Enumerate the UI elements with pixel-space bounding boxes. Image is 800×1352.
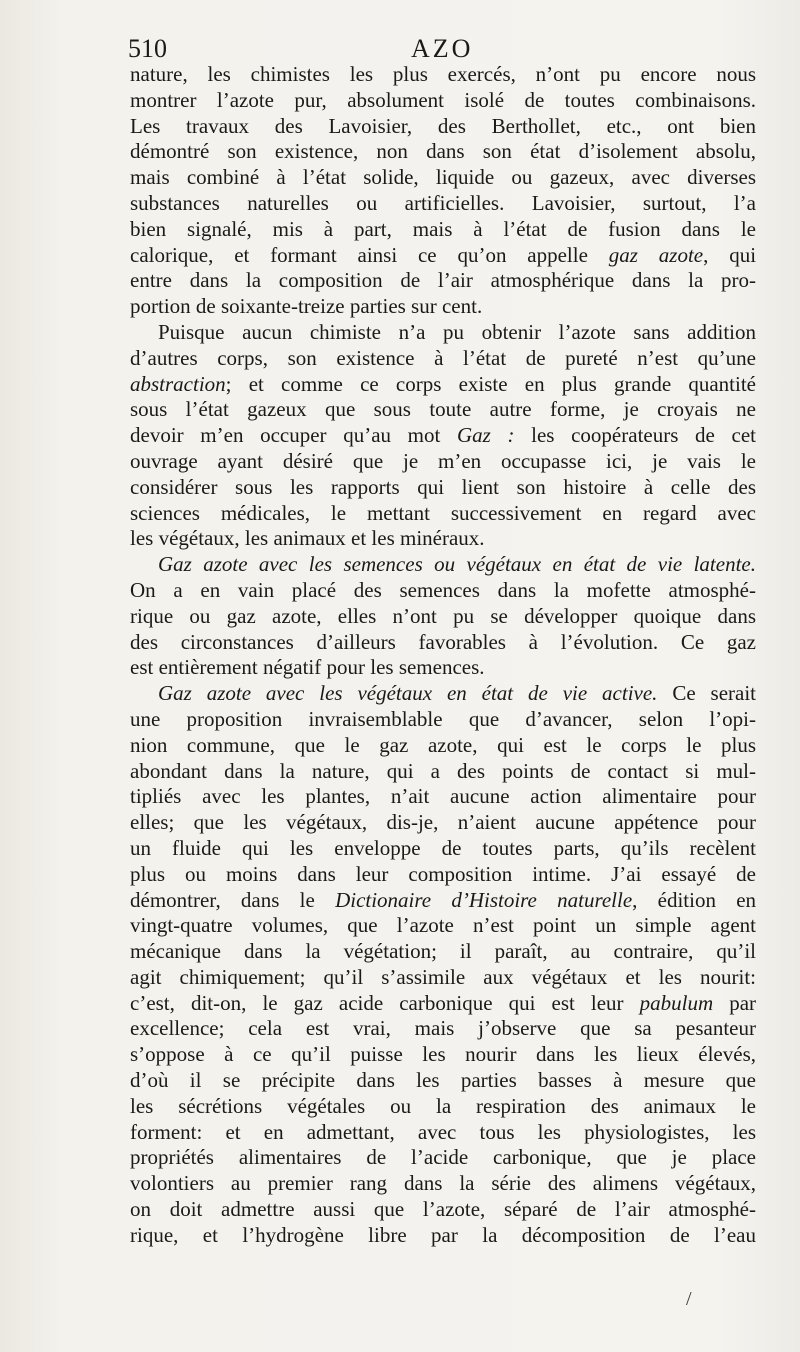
text-line: sciences médicales, le mettant successivement en regard avec <box>130 500 756 525</box>
text-line: montrer l’azote pur, absolument isolé de toutes combinaisons. <box>130 87 756 112</box>
text-line: mécanique dans la végétation; il paraît, au contraire, qu’il <box>130 939 756 964</box>
text-span: Ce serait <box>657 681 756 706</box>
page-header <box>128 34 768 64</box>
text-line: bien signalé, mis à part, mais à l’état de fusion dans le <box>130 216 756 241</box>
italic-term: Dictionaire d’Histoire naturelle <box>335 887 633 912</box>
text-span: par <box>713 990 757 1015</box>
text-line: volontiers au premier rang dans la série des alimens végétaux, <box>130 1171 756 1196</box>
text-line: forment: et en admettant, avec tous les physiologistes, les <box>130 1119 756 1144</box>
text-line: rique, et l’hydrogène libre par la décomposition de l’eau <box>130 1222 756 1247</box>
text-line: Les travaux des Lavoisier, des Berthollet, etc., ont bien <box>130 113 756 138</box>
text-line: portion de soixante-treize parties sur cent. <box>130 294 483 319</box>
text-span: c’est, dit-on, le gaz acide carbonique qui est leur <box>130 990 624 1015</box>
text-line: on doit admettre aussi que l’azote, séparé de l’air atmosphé- <box>130 1197 756 1222</box>
text-line: entre dans la composition de l’air atmosphérique dans la pro- <box>130 268 756 293</box>
text-span: les coopérateurs de cet <box>514 423 756 448</box>
text-line: abondant dans la nature, qui a des points de contact si mul- <box>130 758 756 783</box>
text-span: démontrer, dans le <box>130 887 315 912</box>
text-line: d’autres corps, son existence à l’état de pureté n’est qu’une <box>130 345 756 370</box>
text-line: mais combiné à l’état solide, liquide ou gazeux, avec diverses <box>130 165 756 190</box>
text-line: une proposition invraisemblable que d’avancer, selon l’opi- <box>130 706 756 731</box>
text-span: calorique, et formant ainsi ce qu’on appelle <box>130 242 588 267</box>
text-line: propriétés alimentaires de l’acide carbonique, que je place <box>130 1145 756 1170</box>
text-span: , édition en <box>632 887 757 912</box>
text-line: considérer sous les rapports qui lient son histoire à celle des <box>130 474 756 499</box>
text-line: substances naturelles ou artificielles. Lavoisier, surtout, l’a <box>130 190 756 215</box>
text-line: est entièrement négatif pour les semences. <box>130 655 485 680</box>
margin-mark: / <box>686 1288 692 1310</box>
text-line: les sécrétions végétales ou la respiration des animaux le <box>130 1093 756 1118</box>
text-line: elles; que les végétaux, dis-je, n’aient aucune appétence pour <box>130 810 756 835</box>
text-line: agit chimiquement; qu’il s’assimile aux végétaux et les nourit: <box>130 964 756 989</box>
text-line <box>130 888 756 914</box>
text-line: Puisque aucun chimiste n’a pu obtenir l’azote sans addition <box>158 319 756 344</box>
text-line <box>130 423 756 449</box>
text-line: plus ou moins dans leur composition intime. J’ai essayé de <box>130 861 756 886</box>
text-line: On a en vain placé des semences dans la mofette atmosphé- <box>130 577 756 602</box>
italic-term: gaz azote <box>608 242 704 267</box>
text-line: sous l’état gazeux que sous toute autre forme, je croyais ne <box>130 397 756 422</box>
text-line: s’oppose à ce qu’il puisse les nourir dans les lieux élevés, <box>130 1042 756 1067</box>
text-line: vingt-quatre volumes, que l’azote n’est point un simple agent <box>130 913 756 938</box>
body-text <box>130 62 756 1249</box>
text-span: ; et comme ce corps existe en plus grande quantité <box>225 371 756 396</box>
text-line: ouvrage ayant désiré que je m’en occupasse ici, je vais le <box>130 448 756 473</box>
text-line: les végétaux, les animaux et les minéraux. <box>130 526 485 551</box>
text-line: nion commune, que le gaz azote, qui est le corps le plus <box>130 732 756 757</box>
italic-term: pabulum <box>639 990 714 1015</box>
text-line: tipliés avec les plantes, n’ait aucune action alimentaire pour <box>130 784 756 809</box>
text-line <box>130 243 756 269</box>
italic-term: abstraction <box>130 371 226 396</box>
italic-heading: Gaz azote avec les végétaux en état de vie active. <box>158 681 658 706</box>
running-head: AZO <box>411 34 474 63</box>
italic-heading: Gaz azote avec les semences ou végétaux en état de vie latente. <box>158 552 756 577</box>
page-number: 510 <box>128 34 167 63</box>
text-line: un fluide qui les enveloppe de toutes parts, qu’ils recèlent <box>130 835 756 860</box>
text-line: nature, les chimistes les plus exercés, n’ont pu encore nous <box>130 62 756 86</box>
text-span: , qui <box>703 242 757 267</box>
text-line: des circonstances d’ailleurs favorables à l’évolution. Ce gaz <box>130 629 756 654</box>
section-heading <box>130 681 756 707</box>
text-line <box>130 991 756 1017</box>
text-line: d’où il se précipite dans les parties basses à mesure que <box>130 1068 756 1093</box>
text-line <box>130 372 756 398</box>
text-line: excellence; cela est vrai, mais j’observe que sa pesanteur <box>130 1016 756 1041</box>
text-line: rique ou gaz azote, elles n’ont pu se développer quoique dans <box>130 603 756 628</box>
text-span: devoir m’en occuper qu’au mot <box>130 423 441 448</box>
text-line: démontré son existence, non dans son état d’isolement absolu, <box>130 139 756 164</box>
section-heading <box>130 552 756 578</box>
italic-term: Gaz : <box>457 423 515 448</box>
